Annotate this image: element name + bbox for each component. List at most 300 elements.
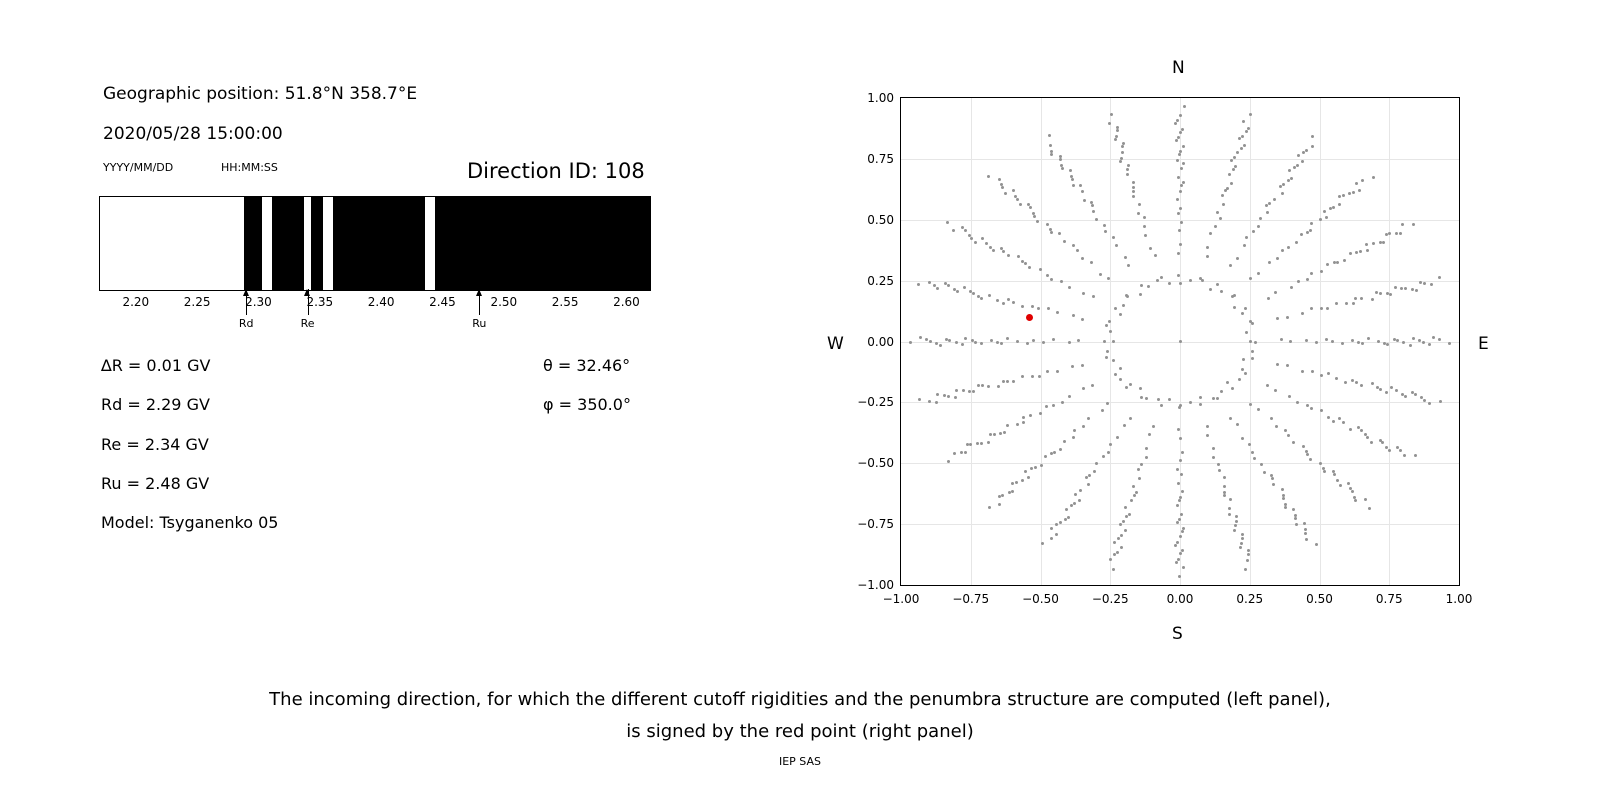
direction-dot [1070, 504, 1073, 507]
direction-dot [1423, 399, 1426, 402]
direction-dot [1073, 429, 1076, 432]
direction-dot [1061, 167, 1064, 170]
direction-dot [1177, 558, 1180, 561]
gridline-horizontal [901, 159, 1459, 160]
direction-dot [1063, 240, 1066, 243]
direction-dot [1081, 257, 1084, 260]
direction-dot [1287, 434, 1290, 437]
direction-dot [1048, 134, 1051, 137]
direction-dot [1315, 543, 1318, 546]
direction-dot [1090, 261, 1093, 264]
direction-dot [1263, 471, 1266, 474]
direction-dot [1082, 425, 1085, 428]
direction-dot [1029, 414, 1032, 417]
direction-dot [1113, 553, 1116, 556]
direction-dot [1050, 153, 1053, 156]
direction-dot [1007, 298, 1010, 301]
direction-dot [1259, 217, 1262, 220]
direction-dot [1182, 527, 1185, 530]
direction-dot [1180, 513, 1183, 516]
direction-dot [1039, 412, 1042, 415]
direction-dot [976, 442, 979, 445]
direction-dot [1120, 546, 1123, 549]
x-axis-tick-label: 0.25 [1236, 592, 1264, 606]
direction-dot [1180, 184, 1183, 187]
direction-dot [1046, 223, 1049, 226]
left-panel [0, 0, 760, 620]
direction-dot [1320, 409, 1323, 412]
direction-dot [1412, 223, 1415, 226]
figure-caption [0, 684, 1600, 748]
direction-dot [1286, 364, 1289, 367]
direction-dot [1050, 231, 1053, 234]
direction-dot [1244, 568, 1247, 571]
compass-south-label: S [1172, 624, 1183, 644]
direction-dot [1046, 274, 1049, 277]
direction-dot [1119, 378, 1122, 381]
direction-dot [1148, 433, 1151, 436]
direction-dot [1209, 288, 1212, 291]
direction-dot [1233, 156, 1236, 159]
penumbra-band [311, 197, 323, 290]
direction-dot [1265, 204, 1268, 207]
rd-value: Rd = 2.29 GV [101, 395, 210, 414]
direction-dot [1355, 251, 1358, 254]
direction-dot [1135, 491, 1138, 494]
direction-dot [960, 451, 963, 454]
direction-dot [1251, 451, 1254, 454]
sky-map-panel [760, 0, 1600, 660]
direction-dot [1004, 192, 1007, 195]
direction-dot [1423, 282, 1426, 285]
direction-dot [961, 343, 964, 346]
direction-dot [1335, 302, 1338, 305]
direction-dot [1234, 524, 1237, 527]
direction-dot [1257, 408, 1260, 411]
direction-dot [1129, 417, 1132, 420]
direction-dot [1126, 168, 1129, 171]
direction-dot [992, 249, 995, 252]
direction-dot [1209, 232, 1212, 235]
direction-dot [1041, 542, 1044, 545]
direction-dot [1233, 306, 1236, 309]
direction-dot [1143, 225, 1146, 228]
direction-dot [1083, 199, 1086, 202]
direction-dot [1304, 532, 1307, 535]
direction-dot [1236, 151, 1239, 154]
direction-dot [1282, 494, 1285, 497]
direction-dot [1333, 473, 1336, 476]
direction-dot [1101, 409, 1104, 412]
direction-dot [1249, 113, 1252, 116]
direction-dot [1114, 138, 1117, 141]
direction-dot [1002, 380, 1005, 383]
direction-dot [1019, 203, 1022, 206]
direction-dot [1379, 292, 1382, 295]
direction-dot [1125, 515, 1128, 518]
direction-dot [1302, 445, 1305, 448]
direction-dot [977, 384, 980, 387]
direction-dot [1127, 264, 1130, 267]
direction-dot [1310, 272, 1313, 275]
direction-dot [1099, 273, 1102, 276]
direction-dot [1012, 301, 1015, 304]
direction-dot [1116, 436, 1119, 439]
direction-dot [1240, 147, 1243, 150]
direction-dot [988, 506, 991, 509]
y-axis-tick-label: −0.75 [857, 517, 894, 532]
direction-dot [1044, 455, 1047, 458]
direction-dot [1270, 474, 1273, 477]
direction-dot [1233, 529, 1236, 532]
direction-dot [1128, 513, 1131, 516]
direction-dot [1181, 549, 1184, 552]
direction-dot [1071, 178, 1074, 181]
direction-dot [1176, 198, 1179, 201]
direction-dot [1046, 370, 1049, 373]
direction-dot [1251, 350, 1254, 353]
direction-dot [1252, 230, 1255, 233]
direction-dot [1272, 483, 1275, 486]
direction-dot [1218, 469, 1221, 472]
direction-dot [1006, 380, 1009, 383]
direction-dot [1031, 305, 1034, 308]
direction-dot [1063, 440, 1066, 443]
direction-dot [1103, 224, 1106, 227]
direction-dot [928, 281, 931, 284]
ru-value: Ru = 2.48 GV [101, 474, 210, 493]
direction-dot [1289, 340, 1292, 343]
direction-dot [980, 442, 983, 445]
direction-dot [1309, 229, 1312, 232]
direction-dot [1024, 470, 1027, 473]
direction-dot [972, 292, 975, 295]
direction-dot [1125, 386, 1128, 389]
direction-dot [1361, 342, 1364, 345]
direction-dot [1001, 494, 1004, 497]
direction-dot [1284, 429, 1287, 432]
x-axis-tick-label: 0.00 [1166, 592, 1194, 606]
direction-dot [1003, 431, 1006, 434]
direction-dot [1393, 338, 1396, 341]
direction-dot [1402, 341, 1405, 344]
direction-dot [1179, 496, 1182, 499]
direction-dot [1268, 202, 1271, 205]
compass-east-label: E [1478, 334, 1489, 354]
direction-dot [1310, 307, 1313, 310]
direction-dot [980, 342, 983, 345]
direction-dot [985, 242, 988, 245]
direction-dot [1050, 527, 1053, 530]
direction-dot [1415, 289, 1418, 292]
direction-dot [1182, 145, 1185, 148]
direction-dot [974, 241, 977, 244]
direction-dot [1338, 203, 1341, 206]
direction-dot [1323, 210, 1326, 213]
direction-dot [1060, 280, 1063, 283]
direction-dot [1266, 211, 1269, 214]
direction-dot [1181, 451, 1184, 454]
direction-dot [1132, 186, 1135, 189]
direction-dot [1119, 523, 1122, 526]
direction-dot [999, 432, 1002, 435]
gridline-horizontal [901, 463, 1459, 464]
direction-dot [1206, 255, 1209, 258]
direction-dot [1222, 203, 1225, 206]
direction-dot [1389, 293, 1392, 296]
selected-direction-point[interactable] [1026, 314, 1033, 321]
direction-dot [964, 337, 967, 340]
direction-dot [1179, 131, 1182, 134]
direction-dot [1366, 436, 1369, 439]
direction-dot [1119, 313, 1122, 316]
direction-dot [1055, 533, 1058, 536]
direction-dot [1001, 186, 1004, 189]
penumbra-tick-label: 2.45 [429, 295, 456, 309]
direction-dot [1115, 244, 1118, 247]
direction-dot [1199, 403, 1202, 406]
direction-dot [1295, 241, 1298, 244]
direction-dot [1315, 341, 1318, 344]
direction-dot [1419, 281, 1422, 284]
direction-dot [1331, 340, 1334, 343]
direction-dot [1092, 295, 1095, 298]
direction-dot [1370, 441, 1373, 444]
direction-dot [1049, 144, 1052, 147]
direction-dot [1266, 384, 1269, 387]
direction-dot [1332, 206, 1335, 209]
direction-dot [1386, 292, 1389, 295]
direction-dot [988, 294, 991, 297]
direction-dot [1179, 207, 1182, 210]
direction-dot [1031, 375, 1034, 378]
direction-dot [1273, 198, 1276, 201]
direction-dot [1056, 370, 1059, 373]
sky-map-plot-area [900, 97, 1460, 586]
direction-dot [1306, 453, 1309, 456]
direction-dot [1326, 263, 1329, 266]
direction-dot [1309, 458, 1312, 461]
direction-dot [1238, 378, 1241, 381]
direction-dot [1124, 506, 1127, 509]
direction-dot [1305, 149, 1308, 152]
direction-dot [909, 341, 912, 344]
direction-dot [1176, 504, 1179, 507]
direction-dot [1248, 443, 1251, 446]
direction-dot [1357, 341, 1360, 344]
direction-dot [1216, 211, 1219, 214]
direction-dot [974, 341, 977, 344]
direction-dot [1325, 216, 1328, 219]
direction-dot [1224, 189, 1227, 192]
direction-dot [998, 495, 1001, 498]
direction-dot [1228, 513, 1231, 516]
direction-dot [955, 389, 958, 392]
direction-dot [1359, 250, 1362, 253]
time-format-hint: HH:MM:SS [221, 161, 278, 174]
direction-dot [1021, 375, 1024, 378]
direction-dot [1335, 377, 1338, 380]
direction-dot [1113, 541, 1116, 544]
penumbra-tick-label: 2.40 [367, 295, 395, 309]
direction-dot [1428, 343, 1431, 346]
direction-dot [1251, 322, 1254, 325]
penumbra-tick-label: 2.30 [245, 295, 272, 309]
direction-dot [1220, 290, 1223, 293]
direction-dot [1332, 420, 1335, 423]
direction-dot [1110, 113, 1113, 116]
direction-dot [1231, 387, 1234, 390]
direction-dot [1333, 261, 1336, 264]
direction-dot [947, 284, 950, 287]
direction-dot [1088, 474, 1091, 477]
direction-dot [936, 287, 939, 290]
marker-label: Ru [472, 317, 487, 330]
direction-id-text: Direction ID: 108 [467, 159, 645, 183]
direction-dot [1121, 145, 1124, 148]
direction-dot [966, 443, 969, 446]
direction-dot [1156, 279, 1159, 282]
direction-dot [1338, 417, 1341, 420]
direction-dot [1050, 537, 1053, 540]
direction-dot [1439, 400, 1442, 403]
direction-dot [1371, 298, 1374, 301]
direction-dot [1177, 176, 1180, 179]
direction-dot [1116, 129, 1119, 132]
direction-dot [1372, 242, 1375, 245]
direction-dot [1412, 337, 1415, 340]
direction-dot [1242, 358, 1245, 361]
direction-dot [1127, 164, 1130, 167]
penumbra-tick-label: 2.50 [490, 295, 518, 309]
direction-dot [1072, 436, 1075, 439]
direction-dot [1180, 167, 1183, 170]
direction-dot [1052, 404, 1055, 407]
compass-west-label: W [827, 334, 844, 354]
geographic-position-text: Geographic position: 51.8°N 358.7°E [103, 84, 418, 104]
direction-dot [1395, 232, 1398, 235]
direction-dot [956, 290, 959, 293]
direction-dot [1144, 234, 1147, 237]
direction-dot [1024, 262, 1027, 265]
direction-dot [1017, 255, 1020, 258]
direction-dot [1002, 302, 1005, 305]
y-axis-tick-label: 0.25 [867, 273, 894, 288]
direction-dot [1368, 507, 1371, 510]
y-axis-tick-label: −0.25 [857, 395, 894, 410]
direction-dot [1243, 144, 1246, 147]
direction-dot [917, 283, 920, 286]
direction-dot [1310, 407, 1313, 410]
direction-dot [1229, 417, 1232, 420]
direction-dot [1228, 507, 1231, 510]
direction-dot [1119, 367, 1122, 370]
direction-dot [1377, 340, 1380, 343]
direction-dot [1401, 223, 1404, 226]
direction-dot [1286, 316, 1289, 319]
direction-dot [1079, 184, 1082, 187]
direction-dot [1116, 551, 1119, 554]
direction-dot [1281, 249, 1284, 252]
direction-dot [1305, 450, 1308, 453]
x-axis-tick-label: 1.00 [1445, 592, 1473, 606]
direction-dot [1241, 437, 1244, 440]
x-axis-tick-label: 0.50 [1306, 592, 1333, 606]
direction-dot [1232, 168, 1235, 171]
direction-dot [1174, 122, 1177, 125]
direction-dot [1092, 210, 1095, 213]
direction-dot [1274, 291, 1277, 294]
direction-dot [1320, 307, 1323, 310]
x-axis-tick-label: −0.75 [952, 592, 990, 606]
direction-dot [1028, 266, 1031, 269]
direction-dot [1179, 190, 1182, 193]
direction-dot [972, 390, 975, 393]
direction-dot [919, 336, 922, 339]
direction-dot [1008, 491, 1011, 494]
direction-dot [1105, 324, 1108, 327]
direction-dot [1323, 470, 1326, 473]
direction-dot [1342, 421, 1345, 424]
direction-dot [1106, 350, 1109, 353]
direction-dot [1244, 307, 1247, 310]
direction-dot [1081, 190, 1084, 193]
direction-dot [1047, 307, 1050, 310]
direction-dot [1390, 386, 1393, 389]
direction-dot [1006, 337, 1009, 340]
direction-dot [1217, 463, 1220, 466]
direction-dot [1329, 207, 1332, 210]
direction-dot [1302, 151, 1305, 154]
direction-dot [1216, 397, 1219, 400]
direction-dot [1281, 192, 1284, 195]
direction-dot [1241, 537, 1244, 540]
direction-dot [953, 452, 956, 455]
direction-dot [1178, 153, 1181, 156]
direction-dot [1364, 498, 1367, 501]
direction-dot [1438, 276, 1441, 279]
direction-dot [1160, 276, 1163, 279]
direction-dot [1181, 490, 1184, 493]
direction-dot [1226, 381, 1229, 384]
direction-dot [947, 395, 950, 398]
direction-dot [1219, 217, 1222, 220]
direction-dot [1311, 145, 1314, 148]
direction-dot [1239, 546, 1242, 549]
direction-dot [1114, 307, 1117, 310]
direction-dot [1326, 307, 1329, 310]
direction-dot [1081, 318, 1084, 321]
direction-dot [1336, 479, 1339, 482]
direction-dot [1284, 506, 1287, 509]
direction-dot [1353, 496, 1356, 499]
direction-dot [1221, 194, 1224, 197]
direction-dot [1297, 280, 1300, 283]
direction-dot [1114, 373, 1117, 376]
direction-dot [1404, 395, 1407, 398]
direction-dot [1360, 297, 1363, 300]
direction-dot [1016, 423, 1019, 426]
direction-dot [1319, 462, 1322, 465]
direction-dot [1235, 515, 1238, 518]
direction-dot [1247, 553, 1250, 556]
direction-dot [1168, 282, 1171, 285]
direction-dot [1320, 270, 1323, 273]
direction-dot [1360, 384, 1363, 387]
direction-dot [1087, 483, 1090, 486]
direction-dot [1236, 423, 1239, 426]
direction-dot [1411, 288, 1414, 291]
